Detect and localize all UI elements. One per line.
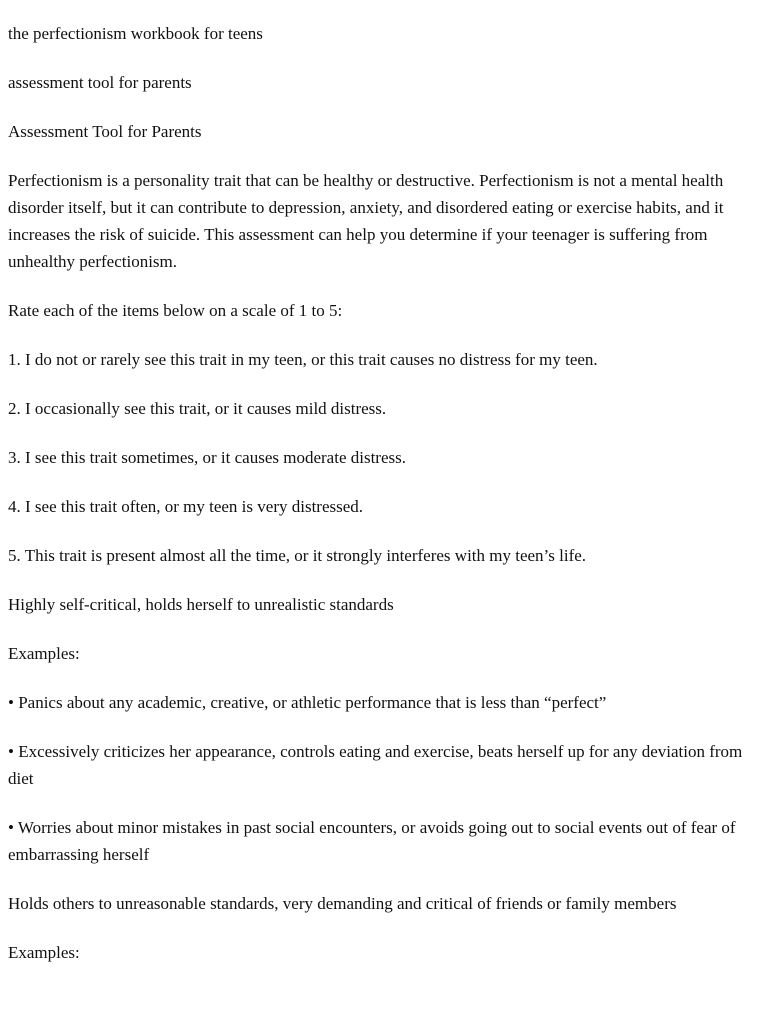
trait-1-title: Highly self-critical, holds herself to unrealistic standards (8, 595, 394, 614)
trait-1-examples-label: Examples: (8, 644, 80, 663)
book-title: the perfectionism workbook for teens (8, 24, 263, 43)
intro-paragraph: Perfectionism is a personality trait that can be healthy or destructive. Perfectionism is not a mental health disorder itself, but it can contribute to depression, anxiety, and disordered eating or exercise habits, and it increases the risk of suicide. This assessment can help you determine if your teenager is suffering from unhealthy perfectionism. (8, 171, 724, 271)
scale-item-2: 2. I occasionally see this trait, or it causes mild distress. (8, 399, 387, 418)
section-heading: Assessment Tool for Parents (8, 122, 202, 141)
trait-1-example-2: • Excessively criticizes her appearance, controls eating and exercise, beats herself up for any deviation from diet (8, 742, 743, 788)
scale-item-5: 5. This trait is present almost all the time, or it strongly interferes with my teen’s life. (8, 546, 587, 565)
trait-1-example-1: • Panics about any academic, creative, or athletic performance that is less than “perfect” (8, 693, 607, 712)
rating-instruction: Rate each of the items below on a scale of 1 to 5: (8, 301, 343, 320)
trait-1-example-3: • Worries about minor mistakes in past social encounters, or avoids going out to social events out of fear of embarrassing herself (8, 818, 736, 864)
trait-2-title: Holds others to unreasonable standards, very demanding and critical of friends or family members (8, 894, 677, 913)
scale-item-4: 4. I see this trait often, or my teen is very distressed. (8, 497, 364, 516)
trait-2-examples-label: Examples: (8, 943, 80, 962)
scale-item-3: 3. I see this trait sometimes, or it causes moderate distress. (8, 448, 406, 467)
scale-item-1: 1. I do not or rarely see this trait in my teen, or this trait causes no distress for my teen. (8, 350, 598, 369)
section-slug: assessment tool for parents (8, 73, 192, 92)
